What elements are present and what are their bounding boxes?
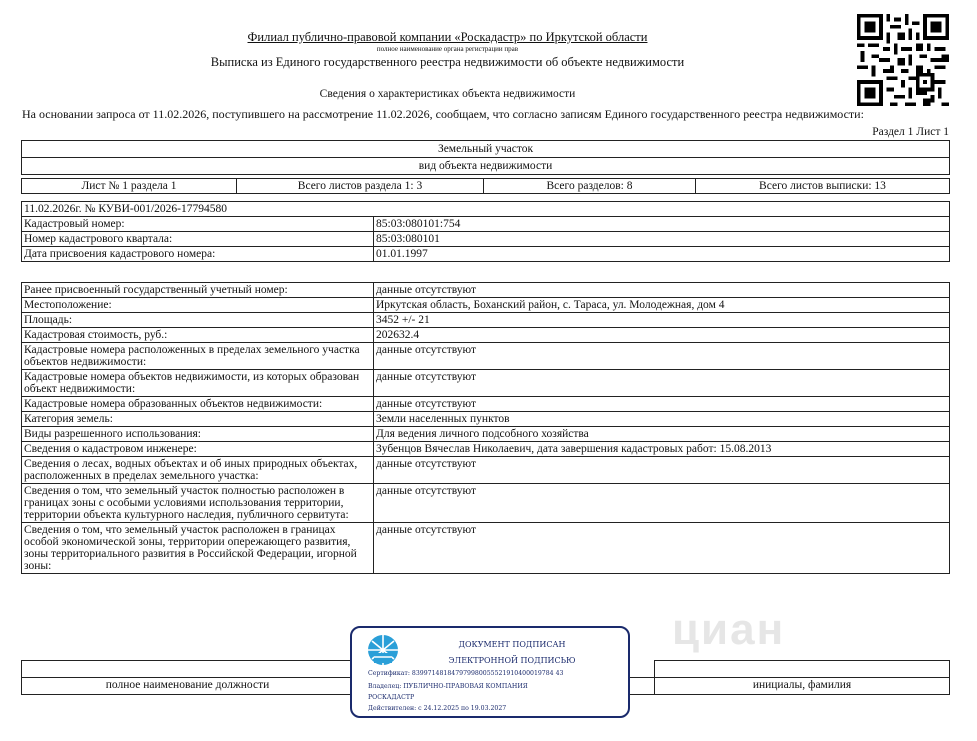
total-extract-sheets: Всего листов выписки: 13 — [696, 179, 950, 194]
stamp-certificate: Сертификат: 839971481847979980055521910400019784 43 — [368, 670, 564, 677]
row-value: данные отсутствуют — [374, 283, 950, 298]
row-value: 85:03:080101:754 — [374, 217, 950, 232]
stamp-owner-line1: Владелец: ПУБЛИЧНО-ПРАВОВАЯ КОМПАНИЯ — [368, 683, 528, 690]
record-table — [21, 201, 950, 262]
table-row — [22, 484, 950, 523]
details-table — [21, 282, 950, 574]
row-value: данные отсутствуют — [374, 397, 950, 412]
row-value: Земли населенных пунктов — [374, 412, 950, 427]
row-label: Местоположение: — [22, 298, 374, 313]
stamp-validity: Действителен: с 24.12.2025 по 19.03.2027 — [368, 705, 507, 712]
row-value: данные отсутствуют — [374, 484, 950, 523]
row-label: Сведения о том, что земельный участок полностью расположен в границах зоны с особыми условиями использования территории, территории объекта культурного наследия, публичного сервитута: — [22, 484, 374, 523]
e-signature-stamp — [350, 626, 630, 718]
row-label: Кадастровый номер: — [22, 217, 374, 232]
table-row — [22, 328, 950, 343]
name-caption: инициалы, фамилия — [655, 678, 950, 695]
row-value: 202632.4 — [374, 328, 950, 343]
row-value: Иркутская область, Боханский район, с. Тараса, ул. Молодежная, дом 4 — [374, 298, 950, 313]
row-value: данные отсутствуют — [374, 343, 950, 370]
basis-text: На основании запроса от 11.02.2026, поступившего на рассмотрение 11.02.2026, сообщаем, что согласно записям Единого государственного реестра недвижимости: — [22, 107, 864, 121]
row-label: Дата присвоения кадастрового номера: — [22, 247, 374, 262]
table-row — [22, 247, 950, 262]
row-value: данные отсутствуют — [374, 523, 950, 574]
row-label: Площадь: — [22, 313, 374, 328]
row-label: Сведения о лесах, водных объектах и об иных природных объектах, расположенных в пределах земельного участка: — [22, 457, 374, 484]
table-row — [22, 232, 950, 247]
object-type-table — [21, 140, 950, 175]
record-date-number: 11.02.2026г. № КУВИ-001/2026-17794580 — [22, 202, 950, 217]
table-row — [22, 457, 950, 484]
qr-code — [857, 14, 949, 106]
row-label: Номер кадастрового квартала: — [22, 232, 374, 247]
row-label: Кадастровая стоимость, руб.: — [22, 328, 374, 343]
row-label: Сведения о кадастровом инженере: — [22, 442, 374, 457]
table-row — [22, 313, 950, 328]
row-label: Кадастровые номера объектов недвижимости, из которых образован объект недвижимости: — [22, 370, 374, 397]
row-label: Сведения о том, что земельный участок расположен в границах особой экономической зоны, территории опережающего развития, зоны территориального развития в Российской Федерации, игорной зоны: — [22, 523, 374, 574]
row-value: 3452 +/- 21 — [374, 313, 950, 328]
organization-name: Филиал публично-правовой компании «Роскадастр» по Иркутской области — [247, 30, 648, 44]
position-caption: полное наименование должности — [22, 678, 354, 695]
row-label: Виды разрешенного использования: — [22, 427, 374, 442]
row-value: данные отсутствуют — [374, 457, 950, 484]
total-sections: Всего разделов: 8 — [484, 179, 696, 194]
position-cell — [22, 661, 354, 678]
stamp-line2: ЭЛЕКТРОННОЙ ПОДПИСЬЮ — [448, 656, 576, 665]
row-value: Для ведения личного подсобного хозяйства — [374, 427, 950, 442]
row-value: 01.01.1997 — [374, 247, 950, 262]
table-row — [22, 397, 950, 412]
document-subtitle: Сведения о характеристиках объекта недвижимости — [319, 88, 576, 100]
table-row — [22, 217, 950, 232]
table-row — [22, 442, 950, 457]
table-row — [22, 283, 950, 298]
table-row — [22, 427, 950, 442]
row-label: Категория земель: — [22, 412, 374, 427]
table-row — [22, 370, 950, 397]
row-value: данные отсутствуют — [374, 370, 950, 397]
table-row — [22, 343, 950, 370]
row-label: Кадастровые номера образованных объектов недвижимости: — [22, 397, 374, 412]
roskadastr-logo-icon — [366, 633, 400, 667]
name-cell — [655, 661, 950, 678]
watermark: циан — [672, 605, 786, 654]
row-label: Кадастровые номера расположенных в пределах земельного участка объектов недвижимости: — [22, 343, 374, 370]
object-type-caption: вид объекта недвижимости — [22, 158, 950, 175]
row-value: 85:03:080101 — [374, 232, 950, 247]
stamp-line1: ДОКУМЕНТ ПОДПИСАН — [458, 640, 566, 649]
row-value: Зубенцов Вячеслав Николаевич, дата завершения кадастровых работ: 15.08.2013 — [374, 442, 950, 457]
row-label: Ранее присвоенный государственный учетный номер: — [22, 283, 374, 298]
sheet-number: Лист № 1 раздела 1 — [22, 179, 237, 194]
table-row — [22, 523, 950, 574]
section-label: Раздел 1 Лист 1 — [872, 126, 949, 138]
organization-caption: полное наименование органа регистрации прав — [376, 45, 519, 53]
sheets-table — [21, 178, 950, 194]
total-section-sheets: Всего листов раздела 1: 3 — [237, 179, 484, 194]
stamp-owner-line2: РОСКАДАСТР — [368, 694, 415, 701]
document-title: Выписка из Единого государственного реестра недвижимости об объекте недвижимости — [210, 55, 685, 69]
table-row — [22, 412, 950, 427]
table-row — [22, 298, 950, 313]
object-type: Земельный участок — [22, 141, 950, 158]
